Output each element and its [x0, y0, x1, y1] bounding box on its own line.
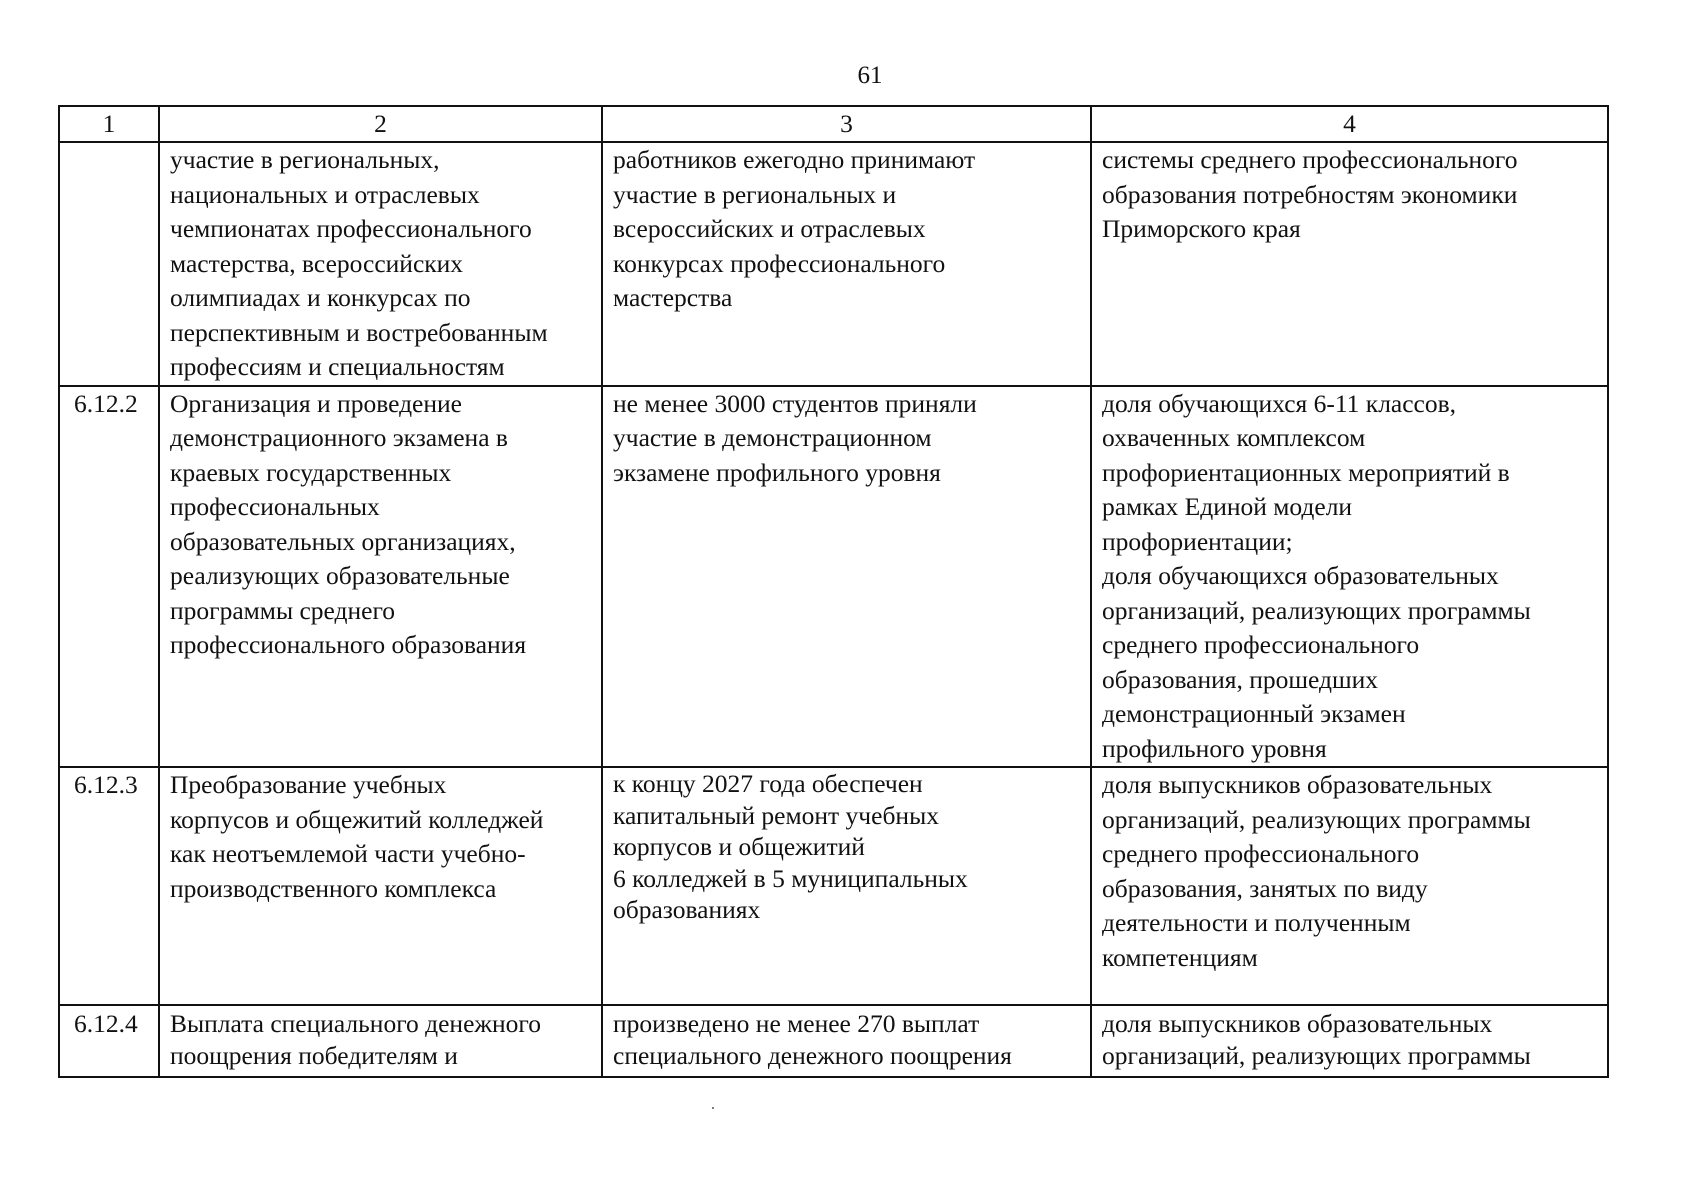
row-number-cell [59, 1005, 159, 1077]
column-header-4: 4 [1091, 106, 1608, 142]
result-cell [602, 142, 1091, 386]
column-header-3: 3 [602, 106, 1091, 142]
measure-text: участие в региональных, национальных и отраслевых чемпионатах профессионального мастерства, всероссийских олимпиадах и конкурсах по перспективным и востребованным профессиям и специальностям [170, 145, 548, 381]
indicator-text: доля выпускников образовательных организаций, реализующих программы среднего профессионального образования, занятых по виду деятельности и полученным компетенциям [1102, 770, 1531, 972]
table-row [59, 767, 1608, 1005]
measure-cell [159, 142, 602, 386]
table-row [59, 386, 1608, 768]
result-text: работников ежегодно принимают участие в региональных и всероссийских и отраслевых конкурсах профессионального мастерства [613, 145, 976, 312]
result-text: произведено не менее 270 выплат специального денежного поощрения [613, 1009, 1012, 1070]
result-text: не менее 3000 студентов приняли участие в демонстрационном экзамене профильного уровня [613, 388, 977, 487]
table-row [59, 1005, 1608, 1077]
measure-text: Выплата специального денежного поощрения победителям и [170, 1009, 541, 1070]
indicator-cell [1091, 767, 1608, 1005]
indicator-text: доля обучающихся 6-11 классов, охваченных комплексом профориентационных мероприятий в рамках Единой модели профориентации; доля обучающихся образовательных организаций, реализующих программы среднего профессионального образования, прошедших демонстрационный экзамен профильного уровня [1102, 388, 1531, 763]
row-number-cell [59, 386, 159, 768]
result-text: к концу 2027 года обеспечен капитальный ремонт учебных корпусов и общежитий 6 колледжей в 5 муниципальных образованиях [613, 769, 968, 924]
measure-cell [159, 767, 602, 1005]
measure-cell [159, 1005, 602, 1077]
measure-text: Организация и проведение демонстрационного экзамена в краевых государственных профессиональных образовательных организациях, реализующих образовательные программы среднего профессионального образования [170, 388, 527, 659]
document-table [58, 105, 1609, 1078]
row-number: 6.12.3 [74, 770, 138, 799]
row-number: 6.12.4 [74, 1009, 138, 1038]
indicator-cell [1091, 1005, 1608, 1077]
indicator-cell [1091, 142, 1608, 386]
indicator-cell [1091, 386, 1608, 768]
result-cell [602, 386, 1091, 768]
row-number-cell [59, 142, 159, 386]
result-cell [602, 1005, 1091, 1077]
table-header-row [59, 106, 1608, 142]
page-number: 61 [857, 62, 883, 89]
table-row [59, 142, 1608, 386]
result-cell [602, 767, 1091, 1005]
measure-cell [159, 386, 602, 768]
indicator-text: системы среднего профессионального образования потребностям экономики Приморского края [1102, 145, 1518, 243]
scan-speck [712, 1107, 714, 1109]
measure-text: Преобразование учебных корпусов и общежитий колледжей как неотъемлемой части учебно- производственного комплекса [170, 770, 544, 903]
column-header-1: 1 [59, 106, 159, 142]
indicator-text: доля выпускников образовательных организаций, реализующих программы [1102, 1009, 1531, 1070]
column-header-2: 2 [159, 106, 602, 142]
row-number: 6.12.2 [74, 388, 138, 418]
row-number-cell [59, 767, 159, 1005]
